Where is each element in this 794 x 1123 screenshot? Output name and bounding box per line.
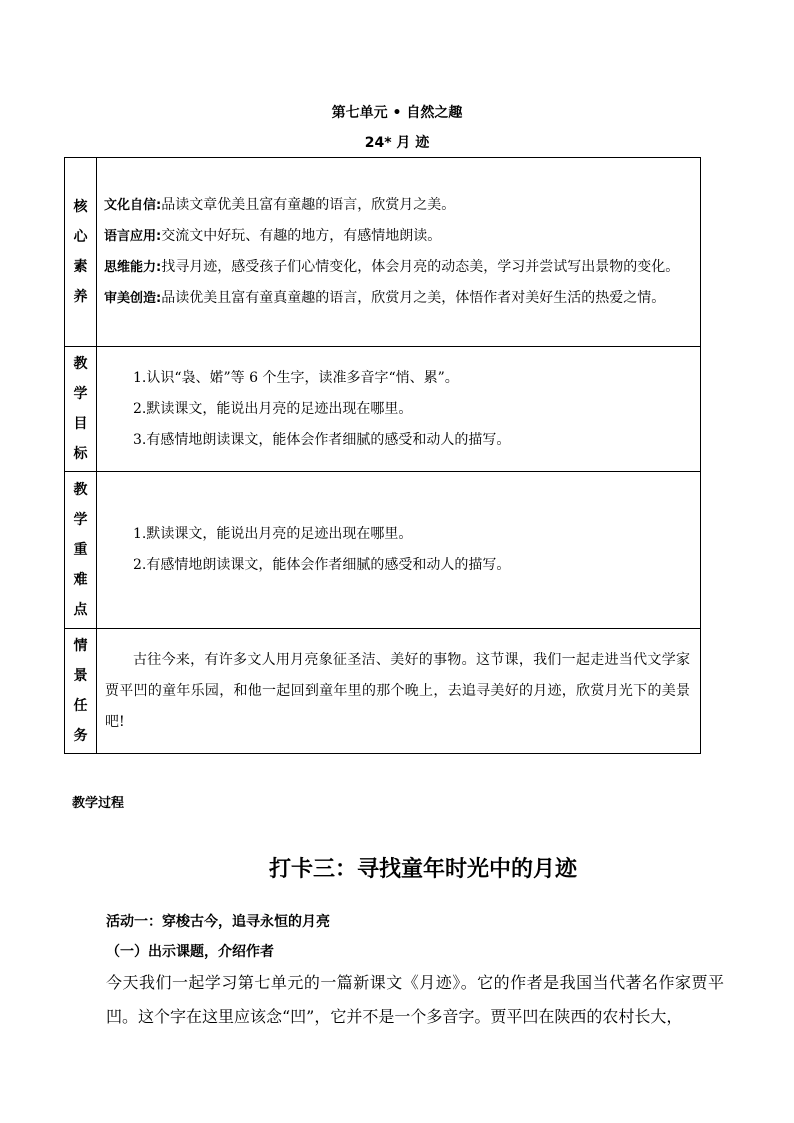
goal-item: 3.有感情地朗读课文，能体会作者细腻的感受和动人的描写。 [133, 431, 511, 448]
goals-label-char: 标 [73, 446, 88, 462]
scene-label-char: 景 [73, 668, 88, 684]
key-points-label-char: 教 [73, 482, 88, 498]
table-row-core [65, 158, 701, 347]
goals-label-char: 学 [73, 386, 88, 402]
goals-label-char: 教 [73, 356, 88, 372]
process-label: 教学过程 [72, 796, 125, 811]
scene-label-char: 务 [73, 728, 88, 744]
core-label-char: 核 [73, 199, 88, 215]
key-point-item: 2.有感情地朗读课文，能体会作者细腻的感受和动人的描写。 [133, 557, 511, 573]
core-label-char: 素 [73, 259, 88, 275]
key-points-label-char: 点 [73, 602, 88, 618]
goal-item: 2.默读课文，能说出月亮的足迹出现在哪里。 [133, 400, 413, 417]
scene-label-char: 任 [73, 698, 88, 714]
goal-item: 1.认识“袅、婼”等 6 个生字，读准多音字“悄、累”。 [133, 369, 459, 386]
goals-content [97, 347, 701, 472]
core-item: 思维能力:找寻月迹，感受孩子们心情变化，体会月亮的动态美，学习并尝试写出景物的变化。 [104, 259, 680, 275]
scene-label-char: 情 [73, 638, 88, 654]
goals-label-char: 目 [73, 416, 88, 432]
key-points-label-char: 重 [73, 542, 88, 558]
scene-text: 古往今来，有许多文人用月亮象征圣洁、美好的事物。这节课，我们一起走进当代文学家贾平凹的童年乐园，和他一起回到童年里的那个晚上，去追寻美好的月迹，欣赏月光下的美景吧! [105, 651, 690, 730]
core-item: 文化自信:品读文章优美且富有童趣的语言，欣赏月之美。 [104, 197, 456, 213]
lesson-title: 24* 月 迹 [364, 135, 430, 151]
core-label-char: 养 [73, 289, 88, 305]
body-paragraph: 今天我们一起学习第七单元的一篇新课文《月迹》。它的作者是我国当代著名作家贾平凹。这个字在这里应该念“凹”，它并不是一个多音字。贾平凹在陕西的农村长大， [106, 973, 724, 1026]
core-content [97, 158, 701, 347]
activity-title: 活动一：穿梭古今，追寻永恒的月亮 [106, 914, 330, 930]
table-row-goals [65, 347, 701, 472]
core-item: 审美创造:品读优美且富有童真童趣的语言，欣赏月之美，体悟作者对美好生活的热爱之情。 [104, 290, 666, 306]
core-item: 语言应用:交流文中好玩、有趣的地方，有感情地朗读。 [104, 228, 442, 244]
scene-content [97, 629, 701, 754]
table-row-key-points [65, 472, 701, 629]
checkin-title: 打卡三：寻找童年时光中的月迹 [268, 857, 577, 882]
unit-title: 第七单元 • 自然之趣 [331, 105, 463, 121]
key-points-label [65, 472, 97, 629]
table-row-scene [65, 629, 701, 754]
key-points-label-char: 学 [73, 512, 88, 528]
core-label [65, 158, 97, 347]
lesson-plan-table [64, 157, 701, 754]
key-point-item: 1.默读课文，能说出月亮的足迹出现在哪里。 [133, 526, 413, 542]
goals-label [65, 347, 97, 472]
core-label-char: 心 [73, 229, 88, 245]
scene-label [65, 629, 97, 754]
key-points-content [97, 472, 701, 629]
key-points-label-char: 难 [73, 572, 88, 588]
section-title: （一）出示课题，介绍作者 [106, 944, 274, 960]
